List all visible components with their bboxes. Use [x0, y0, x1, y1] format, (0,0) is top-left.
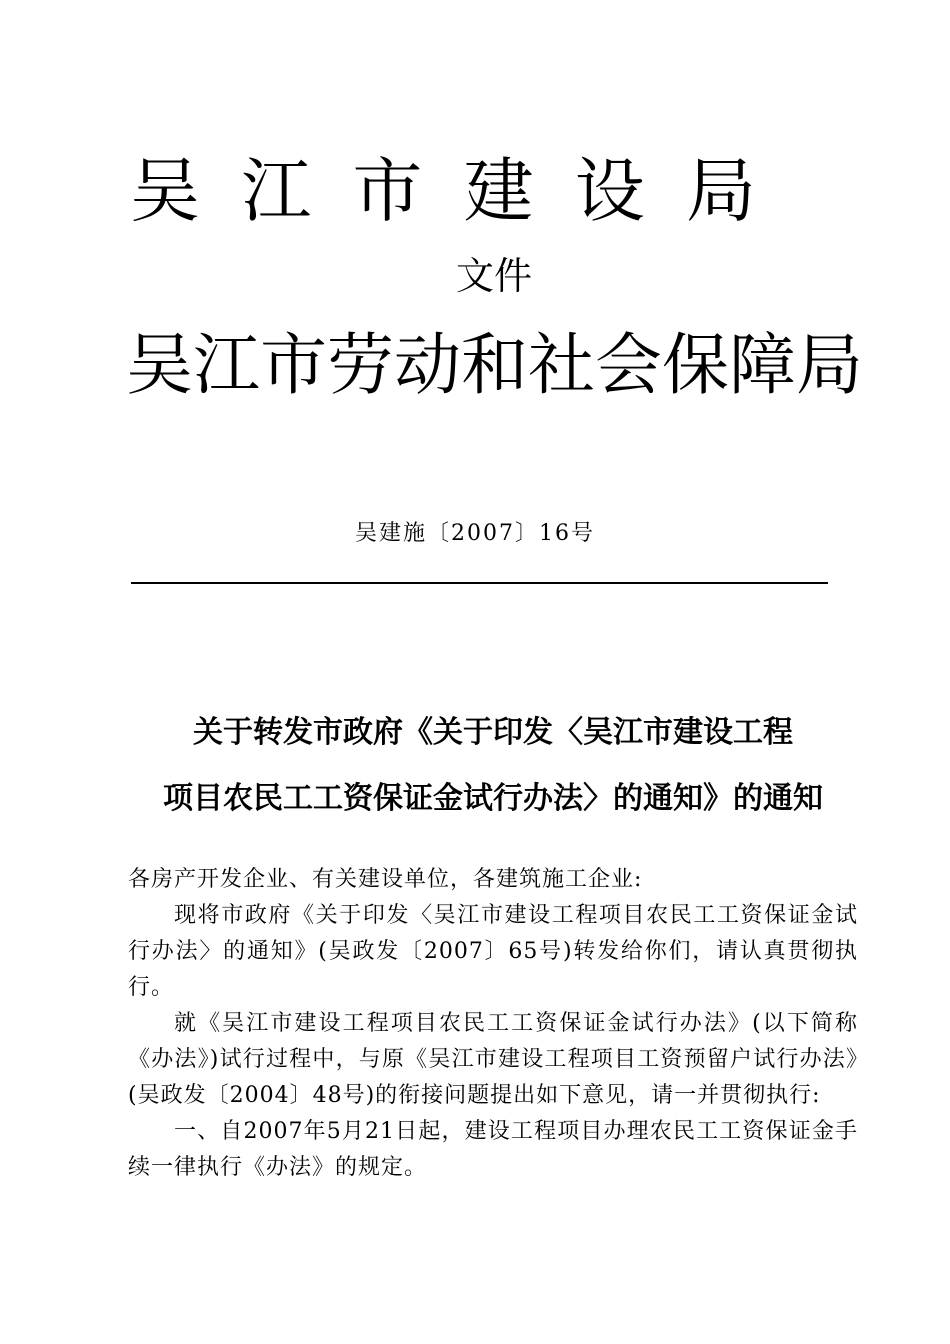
issuing-agency-construction-bureau [128, 148, 758, 234]
agency1-char: 设 [574, 150, 645, 232]
agency1-char: 建 [463, 150, 534, 232]
agency1-char: 局 [685, 150, 756, 232]
paragraph-2: 就《吴江市建设工程项目农民工工资保证金试行办法》(以下简称《办法》)试行过程中，与原《吴江市建设工程项目工资预留户试行办法》(吴政发〔2004〕48号)的衔接问题提出如下意见，请一并贯彻执行: [128, 1011, 858, 1108]
title-line-1: 关于转发市政府《关于印发〈吴江市建设工程 [193, 715, 793, 750]
agency1-char: 吴 [130, 150, 200, 232]
agency1-char: 市 [352, 150, 423, 232]
header-divider [131, 582, 828, 584]
issuing-agency-labor-bureau: 吴江市劳动和社会保障局 [126, 326, 863, 404]
document-body [128, 862, 858, 1186]
paragraph-1: 现将市政府《关于印发〈吴江市建设工程项目农民工工资保证金试行办法〉的通知》(吴政发〔2007〕65号)转发给你们，请认真贯彻执行。 [128, 903, 858, 1000]
paragraph-3: 一、自2007年5月21日起，建设工程项目办理农民工工资保证金手续一律执行《办法》的规定。 [128, 1119, 858, 1180]
document-label: 文件 [456, 254, 533, 298]
agency1-char: 江 [241, 150, 312, 232]
document-number: 吴建施〔2007〕16号 [355, 521, 595, 546]
salutation: 各房产开发企业、有关建设单位，各建筑施工企业: [128, 867, 643, 892]
document-title [128, 700, 858, 832]
title-line-2: 项目农民工工资保证金试行办法〉的通知》的通知 [163, 781, 823, 816]
